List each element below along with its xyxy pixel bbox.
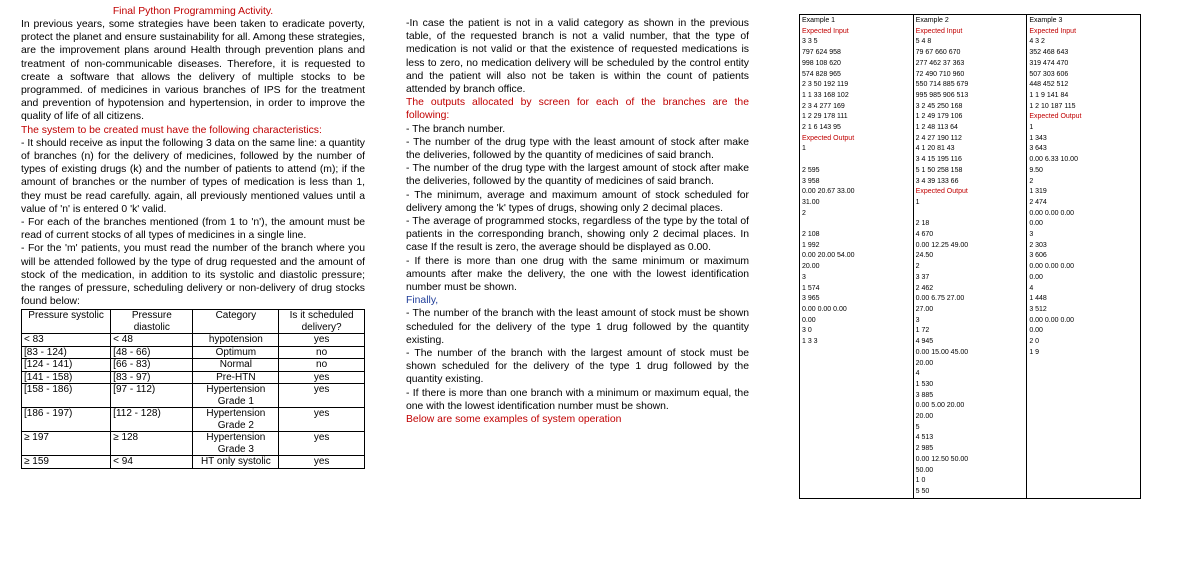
cell-scheduled: yes: [279, 408, 365, 432]
example-line: 4 513: [915, 434, 934, 442]
cell-systolic: < 83: [22, 334, 111, 347]
cell-systolic: [158 - 186): [22, 384, 111, 408]
example-line: 319 474 470: [1029, 59, 1069, 67]
example-2-cell: [913, 15, 1027, 499]
example-line: 27.00: [915, 305, 934, 313]
cell-diastolic: < 94: [111, 456, 193, 469]
example-line: 1 2 29 178 111: [802, 113, 848, 121]
example-1-cell: [800, 15, 914, 499]
examples-row: [800, 15, 1141, 499]
example-line: 448 452 512: [1029, 81, 1069, 89]
cell-systolic: [141 - 158): [22, 371, 111, 384]
example-title: Example 2: [915, 17, 949, 24]
example-section-label: Expected Input: [915, 27, 963, 35]
requirement-item: - For the 'm' patients, you must read the number of the branch where you will be attended followed by the type of drug requested and the amount of stock of the medication, in addition to its systolic and diastolic pressure; the ranges of pressure, scheduling delivery or non-delivery of drug stocks found below:: [21, 243, 365, 308]
example-line: 1 1 9 141 84: [1029, 91, 1069, 99]
example-line: 2: [802, 209, 806, 217]
example-line: 2 0: [1029, 338, 1040, 346]
example-line: 5 1 50 258 158: [915, 166, 963, 174]
column-left: [21, 6, 365, 469]
example-line: 4 3 2: [1029, 38, 1045, 46]
example-line: 1 530: [915, 380, 934, 388]
example-line: 0.00 12.25 49.00: [915, 241, 969, 249]
cell-systolic: ≥ 197: [22, 432, 111, 456]
requirement-item: - For each of the branches mentioned (from 1 to 'n'), the amount must be read of current stocks of all types of medicines in a single line.: [21, 217, 365, 242]
outputs-heading: The outputs allocated by screen for each of the branches are the following:: [406, 97, 749, 122]
example-line: 2 4 27 190 112: [915, 134, 962, 142]
example-line: 574 828 965: [802, 70, 841, 78]
cell-category: Hypertension Grade 1: [193, 384, 279, 408]
header-category: Category: [193, 310, 279, 334]
example-line: [802, 219, 911, 230]
header-diastolic: Pressure diastolic: [111, 310, 193, 334]
example-line: 79 67 660 670: [915, 49, 961, 57]
cell-category: Pre-HTN: [193, 371, 279, 384]
cell-diastolic: [112 - 128): [111, 408, 193, 432]
example-line: 0.00 6.33 10.00: [1029, 156, 1078, 164]
example-line: 1 72: [915, 327, 930, 335]
example-line: 3 965: [802, 295, 820, 303]
example-line: 0.00: [802, 316, 816, 324]
header-scheduled: Is it scheduled delivery?: [279, 310, 365, 334]
final-output-item: - The number of the branch with the least amount of stock must be shown scheduled for the delivery of the type 1 drug followed by the quantity existing.: [406, 308, 749, 346]
example-line: 0.00: [1029, 220, 1043, 228]
example-section-label: Expected Output: [915, 188, 968, 196]
example-line: 0.00 0.00 0.00: [802, 305, 847, 313]
example-line: 797 624 958: [802, 49, 841, 57]
example-line: 3 643: [1029, 145, 1047, 153]
invalid-case-paragraph: -In case the patient is not in a valid category as shown in the previous table, of the requested branch is not a valid number, that the type of medication is not valid or that the existence of requested medications is less to zero, no medication delivery will be scheduled by the control entity and the patient will also not be taken is within the count of patients attended by branch office.: [406, 18, 749, 96]
example-title: Example 1: [802, 17, 836, 24]
example-title: Example 3: [1029, 17, 1063, 24]
example-3-content: [1029, 16, 1138, 359]
example-line: 3 0: [802, 327, 812, 335]
table-row: [22, 371, 365, 384]
header-systolic: Pressure systolic: [22, 310, 111, 334]
cell-scheduled: no: [279, 346, 365, 359]
example-line: 2 1 6 143 95: [802, 124, 841, 132]
output-item: - The number of the drug type with the largest amount of stock after make the deliveries, followed by the quantity of medicines of said branch.: [406, 163, 749, 188]
cell-scheduled: yes: [279, 334, 365, 347]
example-line: 0.00 0.00 0.00: [1029, 263, 1075, 271]
cell-scheduled: yes: [279, 432, 365, 456]
example-line: 2 108: [802, 231, 820, 239]
example-line: 0.00 0.00 0.00: [1029, 209, 1075, 217]
cell-category: HT only systolic: [193, 456, 279, 469]
example-line: 2 985: [915, 445, 934, 453]
table-row: [22, 384, 365, 408]
example-line: 1 448: [1029, 295, 1047, 303]
example-line: 24.50: [915, 252, 934, 260]
cell-diastolic: [66 - 83): [111, 359, 193, 372]
table-row: [22, 346, 365, 359]
example-1-content: [802, 16, 911, 348]
column-middle: [406, 17, 749, 426]
example-line: 3 4 15 195 116: [915, 156, 962, 164]
table-row: [22, 456, 365, 469]
output-item: - The branch number.: [406, 123, 506, 135]
example-section-label: Expected Output: [1029, 113, 1082, 121]
cell-diastolic: [83 - 97): [111, 371, 193, 384]
intro-paragraph: In previous years, some strategies have been taken to eradicate poverty, protect the planet and ensure sustainability for all. Among these strategies, are the improvement plans around Health through prevention plans and treatment of non-communicable diseases. Therefore, it is requested to create a software that allows the delivery of multiple stocks to be programmed. of medicines in various branches of IPS for the treatment and prevention of hypotension and hypertension, in order to improve the quality of life of all citizens.: [21, 19, 365, 123]
cell-diastolic: [97 - 112): [111, 384, 193, 408]
requirements-heading: The system to be created must have the following characteristics:: [21, 124, 322, 136]
pressure-ranges-table: [21, 309, 365, 469]
example-line: 3: [915, 316, 920, 324]
example-line: 3 37: [915, 273, 930, 281]
examples-heading: Below are some examples of system operation: [406, 414, 622, 426]
example-line: 1 1 33 168 102: [802, 91, 849, 99]
example-line: 2 3 50 192 119: [802, 81, 849, 89]
example-line: 4 945: [915, 338, 934, 346]
output-item: - The number of the drug type with the least amount of stock after make the deliveries, followed by the quantity of medicines of said branch.: [406, 136, 749, 162]
cell-systolic: [83 - 124): [22, 346, 111, 359]
example-line: 550 714 885 679: [915, 81, 969, 89]
example-line: 2 462: [915, 284, 934, 292]
example-line: 1: [802, 145, 806, 153]
example-line: 3 958: [802, 177, 820, 185]
example-line: 1 2 48 113 64: [915, 124, 958, 132]
example-2-content: [916, 16, 1025, 498]
example-line: 5 4 8: [915, 38, 932, 46]
table-header-row: [22, 310, 365, 334]
example-line: 1 574: [802, 284, 820, 292]
table-row: [22, 334, 365, 347]
example-line: 0.00 6.75 27.00: [915, 295, 965, 303]
final-output-item: - If there is more than one branch with a minimum or maximum equal, the one with the lowest identification number must be shown.: [406, 387, 749, 412]
cell-scheduled: yes: [279, 384, 365, 408]
example-line: 72 490 710 960: [915, 70, 965, 78]
cell-diastolic: [48 - 66): [111, 346, 193, 359]
cell-scheduled: yes: [279, 456, 365, 469]
requirement-item: - It should receive as input the following 3 data on the same line: a quantity of branches (n) for the delivery of medicines, followed by the number of types of existing drugs (k) and the number of patients to attend (m); if the amount of branches or the number of types of medication is less than 1, they must be read carefully. again, all previously mentioned values until a value of 'n' is entered 0 'k' valid.: [21, 137, 365, 215]
example-line: 1 992: [802, 241, 820, 249]
example-line: 3 4 39 133 66: [915, 177, 959, 185]
example-3-cell: [1027, 15, 1141, 499]
final-output-item: - The number of the branch with the largest amount of stock must be shown scheduled for the delivery of the type 1 drug followed by the quantity existing.: [406, 348, 749, 386]
example-line: 0.00: [1029, 327, 1043, 335]
example-line: 1 0: [915, 477, 926, 485]
example-line: 9.50: [1029, 166, 1043, 174]
example-line: 3: [1029, 231, 1034, 239]
example-line: 1: [915, 198, 920, 206]
example-line: 4 1 20 81 43: [915, 145, 955, 153]
table-row: [22, 432, 365, 456]
example-line: [916, 209, 1025, 220]
example-section-label: Expected Output: [802, 134, 855, 142]
example-line: 0.00 20.67 33.00: [802, 188, 855, 196]
example-line: 507 303 606: [1029, 70, 1069, 78]
example-line: [802, 155, 911, 166]
output-item: - The average of programmed stocks, regardless of the type by the total of patients in the corresponding branch, showing only 2 decimal places. In case If the result is zero, the average should be displayed as 0.00.: [406, 216, 749, 254]
example-line: 20.00: [915, 413, 934, 421]
example-line: 2 303: [1029, 241, 1047, 249]
cell-category: Optimum: [193, 346, 279, 359]
example-line: 20.00: [802, 263, 820, 271]
example-line: 2 474: [1029, 198, 1047, 206]
example-line: 1 319: [1029, 188, 1047, 196]
cell-diastolic: < 48: [111, 334, 193, 347]
example-line: 277 462 37 363: [915, 59, 965, 67]
example-line: 4 670: [915, 231, 934, 239]
examples-table: [799, 14, 1141, 499]
example-line: 4: [915, 370, 920, 378]
example-line: 1 3 3: [802, 338, 818, 346]
cell-scheduled: no: [279, 359, 365, 372]
example-line: 5 50: [915, 487, 930, 495]
example-line: 995 985 906 513: [915, 91, 969, 99]
example-line: 0.00: [1029, 273, 1043, 281]
example-line: 20.00: [915, 359, 934, 367]
example-line: 50.00: [915, 466, 934, 474]
example-line: 31.00: [802, 198, 820, 206]
example-line: 0.00 15.00 45.00: [915, 348, 969, 356]
example-line: 5: [915, 423, 920, 431]
example-line: 2: [915, 263, 920, 271]
example-line: 1 9: [1029, 348, 1040, 356]
cell-category: Hypertension Grade 3: [193, 432, 279, 456]
example-line: 2 3 4 277 169: [802, 102, 845, 110]
output-item: - If there is more than one drug with the same minimum or maximum amounts after make the delivery, the one with the lowest identification number must be shown.: [406, 255, 749, 294]
example-line: 4: [1029, 284, 1034, 292]
example-section-label: Expected Input: [1029, 27, 1077, 35]
example-line: 2 18: [915, 220, 930, 228]
output-item: - The minimum, average and maximum amount of stock scheduled for delivery among the 'k' types of drugs, showing only 2 decimal places.: [406, 189, 749, 214]
cell-category: Normal: [193, 359, 279, 372]
cell-systolic: [124 - 141): [22, 359, 111, 372]
cell-systolic: [186 - 197): [22, 408, 111, 432]
document-title: Final Python Programming Activity.: [112, 6, 274, 17]
example-line: 1 343: [1029, 134, 1047, 142]
example-line: 0.00 20.00 54.00: [802, 252, 855, 260]
example-line: 0.00 12.50 50.00: [915, 455, 969, 463]
example-line: 352 468 643: [1029, 49, 1069, 57]
example-line: 998 108 620: [802, 59, 841, 67]
example-line: 0.00 0.00 0.00: [1029, 316, 1075, 324]
example-line: 3 885: [915, 391, 934, 399]
cell-category: Hypertension Grade 2: [193, 408, 279, 432]
example-line: 3 512: [1029, 305, 1047, 313]
cell-systolic: ≥ 159: [22, 456, 111, 469]
example-line: 0.00 5.00 20.00: [915, 402, 965, 410]
table-row: [22, 408, 365, 432]
example-line: 3 3 5: [802, 38, 818, 46]
example-line: 1 2 49 179 106: [915, 113, 963, 121]
example-line: 1 2 10 187 115: [1029, 102, 1076, 110]
example-line: 1: [1029, 124, 1034, 132]
example-line: 3 2 45 250 168: [915, 102, 963, 110]
example-line: 3: [802, 273, 806, 281]
cell-category: hypotension: [193, 334, 279, 347]
finally-label: Finally,: [406, 295, 439, 307]
cell-scheduled: yes: [279, 371, 365, 384]
table-row: [22, 359, 365, 372]
example-line: 3 606: [1029, 252, 1047, 260]
example-line: 2: [1029, 177, 1034, 185]
example-line: 2 595: [802, 166, 820, 174]
cell-diastolic: ≥ 128: [111, 432, 193, 456]
example-section-label: Expected Input: [802, 27, 849, 35]
